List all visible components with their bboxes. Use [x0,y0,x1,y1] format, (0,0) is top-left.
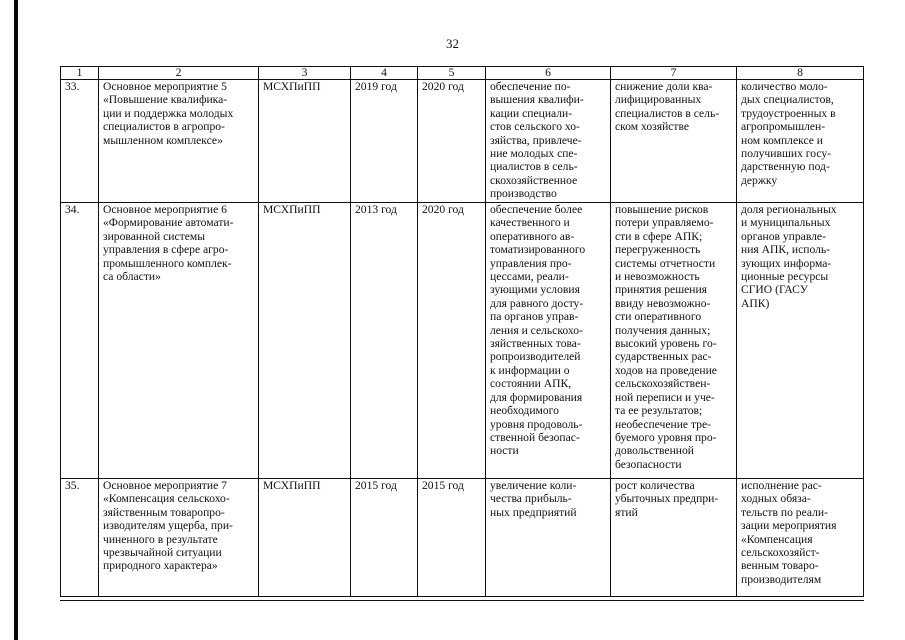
executor: МСХПиПП [259,80,351,203]
table-row [61,479,864,597]
header-col-6: 6 [486,67,611,80]
measure-name: Основное мероприятие 6 «Формирование автомати- зированной системы управления в сфере агро- промышленного комплек- са области» [99,203,259,479]
executor: МСХПиПП [259,479,351,597]
header-col-2: 2 [99,67,259,80]
start-year: 2013 год [351,203,418,479]
header-col-4: 4 [351,67,418,80]
header-col-3: 3 [259,67,351,80]
page-number: 32 [446,36,459,51]
indicators: количество моло- дых специалистов, трудоустроенных в агропромышлен- ном комплексе и получивших госу- дарственную под- держку [737,80,864,203]
header-col-7: 7 [611,67,737,80]
risk-consequences: повышение рисков потери управляемо- сти в сфере АПК; перегруженность системы отчетности и невозможность принятия решения ввиду невозможно- сти оперативного получения данных; высокий уровень го- сударственных рас- ходов на проведение сельскохозяйствен- ной переписи и уче- та ее результатов; необеспечение тре- буемого уровня про- довольственной безопасности [611,203,737,479]
row-number: 33. [61,80,99,203]
executor: МСХПиПП [259,203,351,479]
measure-name: Основное мероприятие 5 «Повышение квалифика- ции и поддержка молодых специалистов в агропро- мышленном комплексе» [99,80,259,203]
header-col-1: 1 [61,67,99,80]
end-year: 2015 год [418,479,486,597]
table-header-row [61,67,864,80]
risk-consequences: рост количества убыточных предпри- ятий [611,479,737,597]
start-year: 2019 год [351,80,418,203]
header-col-5: 5 [418,67,486,80]
end-year: 2020 год [418,80,486,203]
end-year: 2020 год [418,203,486,479]
row-number: 35. [61,479,99,597]
measures-table [60,66,864,597]
risk-consequences: снижение доли ква- лифицированных специалистов в сель- ском хозяйстве [611,80,737,203]
expected-result: увеличение коли- чества прибыль- ных предприятий [486,479,611,597]
measure-name: Основное мероприятие 7 «Компенсация сельскохо- зяйственным товаропро- изводителям ущерба, при- чиненного в результате чрезвычайной ситуации природного характера» [99,479,259,597]
table-row [61,203,864,479]
header-col-8: 8 [737,67,864,80]
table-bottom-rule [60,600,864,601]
start-year: 2015 год [351,479,418,597]
scan-edge-bar [14,0,18,640]
expected-result: обеспечение по- вышения квалифи- кации специали- стов сельского хо- зяйства, привлече- ние молодых спе- циалистов в сель- скохозяйственное производство [486,80,611,203]
expected-result: обеспечение более качественного и оперативного ав- томатизированного управления про- цессами, реали- зующими условия для равного досту- па органов управ- ления и сельскохо- зяйственных това- ропроизводителей к информации о состоянии АПК, для формирования необходимого уровня продоволь- ственной безопас- ности [486,203,611,479]
table-row [61,80,864,203]
indicators: доля региональных и муниципальных органов управле- ния АПК, исполь- зующих информа- ционные ресурсы СГИО (ГАСУ АПК) [737,203,864,479]
indicators: исполнение рас- ходных обяза- тельств по реали- зации мероприятия «Компенсация сельскохозяйст- венным товаро- производителям [737,479,864,597]
row-number: 34. [61,203,99,479]
